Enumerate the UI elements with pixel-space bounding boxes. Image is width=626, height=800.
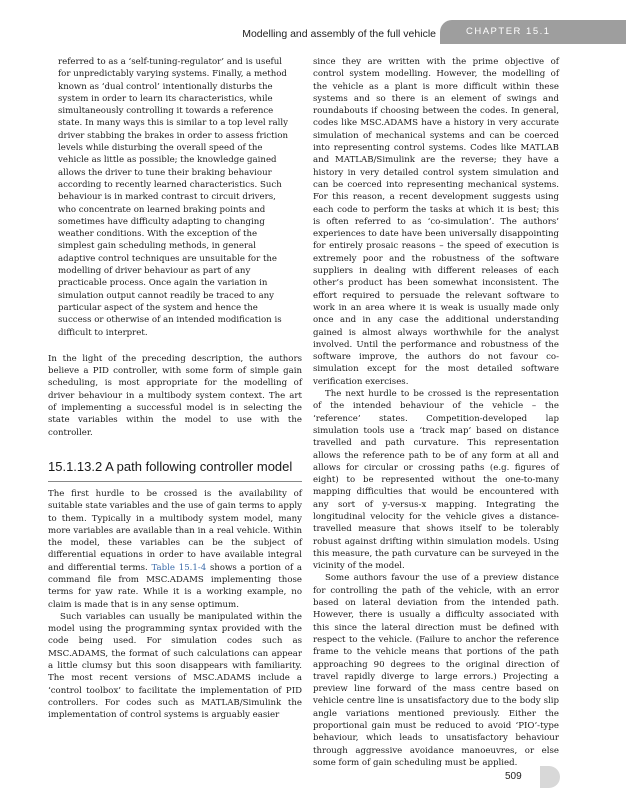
hurdle-text-a: The first hurdle to be crossed is the availability of suitable state variables and the use of gain terms to apply to them. Typically in a multibody system model, many more variables are available than in a real vehicle. Within the model, these variables can be the subject of differential equations in order to have available integral and differential terms.: [48, 488, 302, 573]
reference-states-paragraph: The next hurdle to be crossed is the representation of the intended behaviour of the vehicle – the ‘reference’ states. Competition-developed lap simulation tools use a ‘track map’ based on distance travelled and path curvature. This representation allows the reference path to be of any form at all and allows for circular or crossing paths (e.g. figures of eight) to be represented without the one-to-many mapping difficulties that would be encountered with any sort of y-versus-x mapping. Integrating the longitudinal velocity for the vehicle gives a distance-travelled measure that shows itself to be tolerably robust against drifting within simulation models. Using this measure, the path curvature can be surveyed in the vicinity of the model.: [313, 389, 559, 572]
page-number: 509: [505, 771, 522, 782]
syntax-paragraph: Such variables can usually be manipulated within the model using the programming syntax provided with the code being used. For simulation codes such as MSC.ADAMS, the format of such calculations can appear a little clumsy but this soon disappears with familiarity. The most recent versions of MSC.ADAMS include a ‘control toolbox’ to facilitate the implementation of PID controllers. For codes such as MATLAB/Simulink the implementation of control systems is arguably easier: [48, 611, 302, 721]
left-column: [48, 56, 302, 722]
page-tab: [540, 766, 560, 788]
chapter-tab: [440, 20, 626, 44]
preview-distance-paragraph: Some authors favour the use of a preview distance for controlling the path of the vehicle, with an error based on lateral deviation from the intended path. However, there is usually a difficulty associated with this since the lateral direction must be defined with respect to the vehicle. (Failure to anchor the reference frame to the vehicle means that portions of the path approaching 90 degrees to the original direction of travel rapidly diverge to large errors.) Projecting a preview line forward of the mass centre based on vehicle centre line is unsatisfactory due to the body slip angle variations mentioned previously. Either the proportional gain must be reduced to avoid ‘PIO’-type behaviour, which leads to unsatisfactory behaviour through aggressive avoidance manoeuvres, or else some form of gain scheduling must be applied.: [313, 573, 559, 768]
chapter-label: CHAPTER 15.1: [466, 26, 551, 37]
indented-paragraph: referred to as a ‘self-tuning-regulator’ and is useful for unpredictably varying systems. Finally, a method known as ‘dual control’ intentionally disturbs the system in order to learn its characteristics, while simultaneously controlling it towards a reference state. In many ways this is similar to a top level rally driver stabbing the brakes in order to assess friction levels while disturbing the overall speed of the vehicle as little as possible; the knowledge gained allows the driver to tune their braking behaviour according to recently learned characteristics. Such behaviour is in marked contrast to circuit drivers, who concentrate on learned braking points and sometimes have difficulty adapting to changing weather conditions. With the exception of the simplest gain scheduling methods, in general adaptive control techniques are unsuitable for the modelling of driver behaviour as part of any practicable process. Once again the variation in simulation output cannot readily be traced to any particular aspect of the system and hence the success or otherwise of an intended modification is difficult to interpret.: [58, 57, 289, 338]
running-title: Modelling and assembly of the full vehicle: [242, 28, 436, 40]
hurdle-paragraph: [48, 488, 302, 611]
pid-paragraph: In the light of the preceding description, the authors believe a PID controller, with some form of simple gain scheduling, is most appropriate for the modelling of driver behaviour in a multibody system context. The art of implementing a successful model is in selecting the state variables within the model to use with the controller.: [48, 353, 302, 438]
running-header: [0, 0, 626, 44]
section-heading: 15.1.13.2 A path following controller model: [48, 459, 302, 482]
cosimulation-paragraph: since they are written with the prime objective of control system modelling. However, the modelling of the vehicle as a plant is more difficult within these systems and so there is an element of swings and roundabouts if choosing between the codes. In general, codes like MSC.ADAMS have a history in very accurate simulation of mechanical systems and can be coerced into representing control systems. Codes like MATLAB and MATLAB/Simulink are the reverse; they have a history in very detailed control system simulation and can be coerced into representing mechanical systems. For this reason, a recent development suggests using each code to perform the tasks at which it is best; this is often referred to as ‘co-simulation’. The authors’ experiences to date have been universally disappointing for entirely prosaic reasons – the speed of execution is extremely poor and the robustness of the software suppliers in dealing with different releases of each other’s product has been somewhat inconsistent. The effort required to persuade the relevant software to work in an area where it is weak is usually made only once and in any case the additional understanding gained is almost always worthwhile for the analyst involved. Until the performance and robustness of the software improve, the authors do not favour co-simulation except for the most detailed software verification exercises.: [313, 57, 559, 387]
table-reference-link[interactable]: Table 15.1-4: [151, 562, 207, 573]
hurdle-text-b: shows a portion of a command file from MSC.ADAMS implementing those terms for yaw rate. While it is a working example, no claim is made that is in any sense optimum.: [48, 562, 302, 610]
right-column: [313, 56, 559, 769]
